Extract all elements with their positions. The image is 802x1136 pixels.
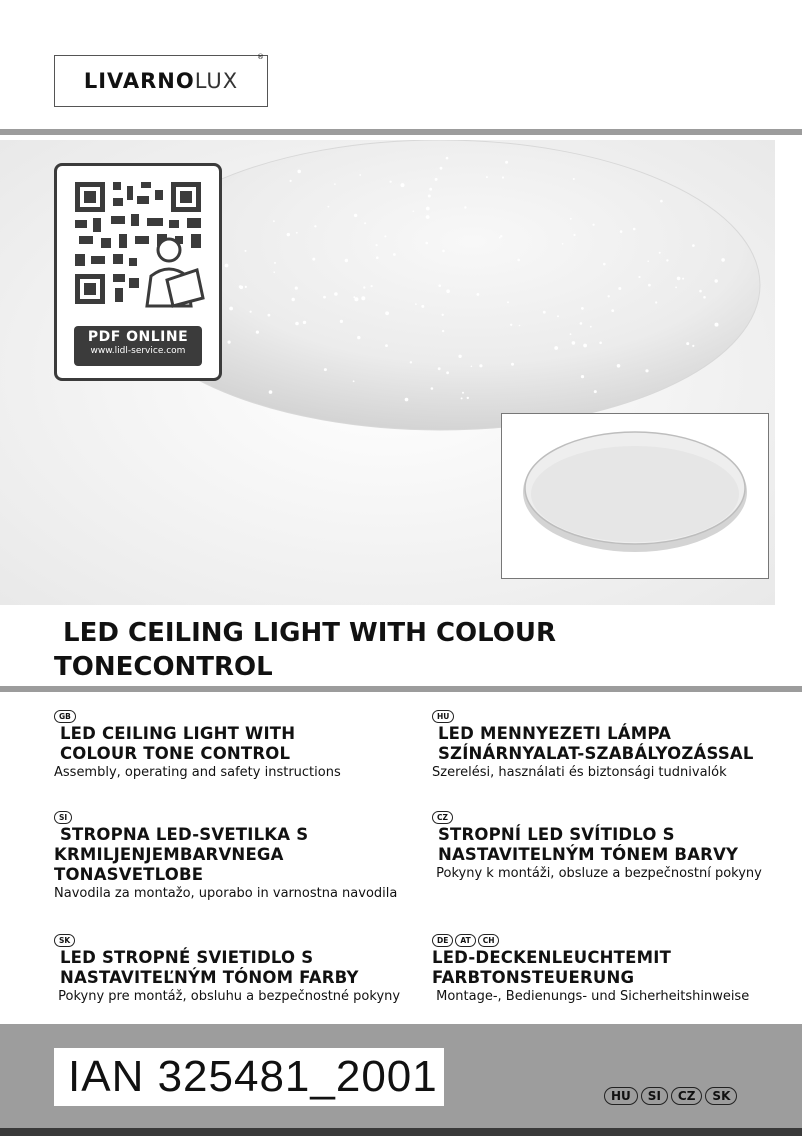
sparkle [505,161,508,164]
sparkle [611,309,614,312]
sparkle [543,311,546,314]
sparkle [384,235,386,237]
sparkle [393,253,396,256]
sparkle [692,244,695,247]
sparkle [426,207,430,211]
sparkle [461,397,463,399]
sparkle [442,250,445,253]
country-badge: CH [478,934,500,947]
sparkle [583,344,587,348]
sparkle [608,295,610,297]
sparkle [290,180,292,182]
sparkle [229,307,233,311]
country-badge: SI [641,1087,668,1105]
sparkle [458,355,461,358]
sparkle [703,296,706,299]
sparkle [446,371,449,374]
top-divider [0,129,802,135]
sparkle [648,284,651,287]
sparkle [250,311,252,313]
sparkle [517,259,520,262]
sparkle [699,290,702,293]
sparkle [390,181,392,183]
sparkle [415,303,417,305]
sparkle [715,279,718,282]
sparkle [421,305,424,308]
sparkle [273,271,275,273]
section-heading-line: COLOUR TONE CONTROL [54,744,291,763]
sparkle [692,345,694,347]
section-sk [54,934,400,1006]
sparkle [385,344,388,347]
middle-divider [0,686,802,692]
sparkle [507,301,509,303]
sparkle [645,369,648,372]
sparkle [228,341,231,344]
pdf-online-title: PDF ONLINE [87,329,189,345]
sparkle [715,323,719,327]
country-badge: DE [432,934,453,947]
footer-bottom-bar [0,1128,802,1136]
sparkle [274,262,276,264]
sparkle [334,292,338,296]
section-heading-line: SZÍNÁRNYALAT-SZABÁLYOZÁSSAL [432,744,754,763]
sparkle [297,170,301,174]
title-line-1: LED CEILING LIGHT WITH COLOUR [54,618,557,648]
section-de [432,934,749,1006]
sparkle [562,243,564,245]
sparkle [438,367,441,370]
section-subtitle: Pokyny k montáži, obsluze a bezpečnostní pokyny [432,866,762,881]
sparkle [519,325,521,327]
sparkle [295,322,299,326]
sparkle [633,228,636,231]
title-line-2: TONECONTROL [54,652,273,682]
sparkle [570,333,572,335]
sparkle [345,259,348,262]
sparkle [686,342,689,345]
sparkle [357,336,360,339]
section-heading-line: KRMILJENJEMBARVNEGA [54,845,284,864]
section-subtitle: Montage-, Bedienungs- und Sicherheitshinweise [432,989,750,1004]
qr-code-card[interactable] [54,163,222,381]
pdf-online-url: www.lidl-service.com [90,346,186,356]
sparkle [675,287,677,289]
sparkle [580,322,583,325]
sparkle [268,314,271,317]
sparkle [442,314,444,316]
country-badge: GB [54,710,76,723]
sparkle [593,224,595,226]
sparkle [428,195,431,198]
sparkle [385,311,389,315]
country-badge: SK [54,934,75,947]
brand-name-bold: LIVARNO [83,69,195,93]
sparkle [573,178,575,180]
sparkle [721,258,725,262]
sparkle [446,157,449,160]
section-heading-line: LED STROPNÉ SVIETIDLO S [54,948,314,967]
registered-mark: ® [257,53,265,61]
sparkle [479,364,482,367]
sparkle [486,176,488,178]
sparkle [405,398,409,402]
sparkle [471,366,473,368]
brand-name-light: LUX [194,69,239,93]
sparkle [353,296,355,298]
sparkle [426,215,430,219]
sparkle [292,298,295,301]
inset-photo [501,413,769,579]
sparkle [617,364,621,368]
sparkle [363,286,365,288]
sparkle [462,392,464,394]
sparkle [371,285,373,287]
sparkle [340,320,343,323]
sparkle [354,214,357,217]
sparkle [245,286,247,288]
sparkle [440,167,443,170]
sparkle [239,285,242,288]
sparkle [660,200,663,203]
section-si [54,811,397,903]
sparkle [659,252,661,254]
country-badge: SK [705,1087,737,1105]
section-heading-line: LED CEILING LIGHT WITH [54,724,296,743]
qr-code [71,178,205,308]
sparkle [435,178,438,181]
sparkle [361,296,365,300]
sparkle [572,341,576,345]
sparkle [401,183,405,187]
country-badge: CZ [671,1087,703,1105]
sparkle [353,380,355,382]
sparkle [510,324,512,326]
sparkle [269,390,273,394]
footer [0,1024,802,1136]
sparkle [599,342,602,345]
sparkle [312,258,315,261]
sparkle [618,287,621,290]
sparkle [324,368,327,371]
brand-logo [54,55,268,107]
sparkle [603,263,606,266]
sparkle [464,206,466,208]
sparkle [682,278,684,280]
section-cz [432,811,762,883]
sparkle [287,233,290,236]
section-subtitle: Assembly, operating and safety instructions [54,765,341,780]
sparkle [328,206,330,208]
sparkle [590,326,592,328]
section-subtitle: Navodila za montažo, uporabo in varnostna navodila [54,886,398,901]
sparkle [296,232,298,234]
sparkle [573,234,575,236]
sparkle [225,264,229,268]
section-heading-line: LED MENNYEZETI LÁMPA [432,724,672,743]
sparkle [502,176,504,178]
footer-country-badges [604,1087,737,1105]
section-heading-line: STROPNÍ LED SVÍTIDLO S [432,825,675,844]
section-heading-line: TONASVETLOBE [54,865,204,884]
ian-number: IAN 325481_2001 [54,1048,444,1106]
sparkle [557,315,559,317]
sparkle [426,242,429,245]
sparkle [410,361,412,363]
sparkle [677,277,681,281]
inset-lamp-image [502,414,767,577]
section-subtitle: Szerelési, használati és biztonsági tudnivalók [432,765,727,780]
sparkle [638,276,640,278]
sparkle [376,244,378,246]
sparkle [446,289,450,293]
country-badge: CZ [432,811,453,824]
sparkle [594,390,597,393]
section-heading-line: FARBTONSTEUERUNG [432,968,635,987]
sparkle [570,218,572,220]
sparkle [303,321,306,324]
sparkle [499,237,501,239]
sparkle [245,250,247,252]
sparkle [323,296,326,299]
sparkle [273,220,275,222]
sparkle [655,301,657,303]
pdf-online-plate [74,326,202,366]
sparkle [314,225,316,227]
section-heading-line: NASTAVITEĽNÝM TÓNOM FARBY [54,968,359,987]
sparkle [581,307,584,310]
sparkle [666,259,668,261]
section-heading-line: LED-DECKENLEUCHTEMIT [432,948,672,967]
section-heading-line: NASTAVITELNÝM TÓNEM BARVY [432,845,739,864]
section-subtitle: Pokyny pre montáž, obsluhu a bezpečnostné pokyny [54,989,401,1004]
sparkle [376,256,379,259]
sparkle [413,211,415,213]
sparkle [647,260,649,262]
sparkle [429,188,432,191]
page-title [54,616,754,684]
sparkle [256,331,259,334]
sparkle [364,222,366,224]
sparkle [431,387,434,390]
sparkle [438,284,441,287]
sparkle [359,174,361,176]
sparkle [442,330,444,332]
section-hu [432,710,754,782]
country-badge: AT [455,934,475,947]
sparkle [554,346,558,350]
sparkle [354,297,358,301]
country-badge: HU [432,710,454,723]
section-gb [54,710,341,782]
sparkle [334,183,336,185]
sparkle [295,287,298,290]
section-heading-line: STROPNA LED-SVETILKA S [54,825,309,844]
sparkle [620,230,623,233]
sparkle [477,293,480,296]
country-badge: HU [604,1087,638,1105]
sparkle [511,363,514,366]
sparkle [581,375,584,378]
sparkle [500,235,502,237]
country-badge: SI [54,811,72,824]
sparkle [467,397,469,399]
